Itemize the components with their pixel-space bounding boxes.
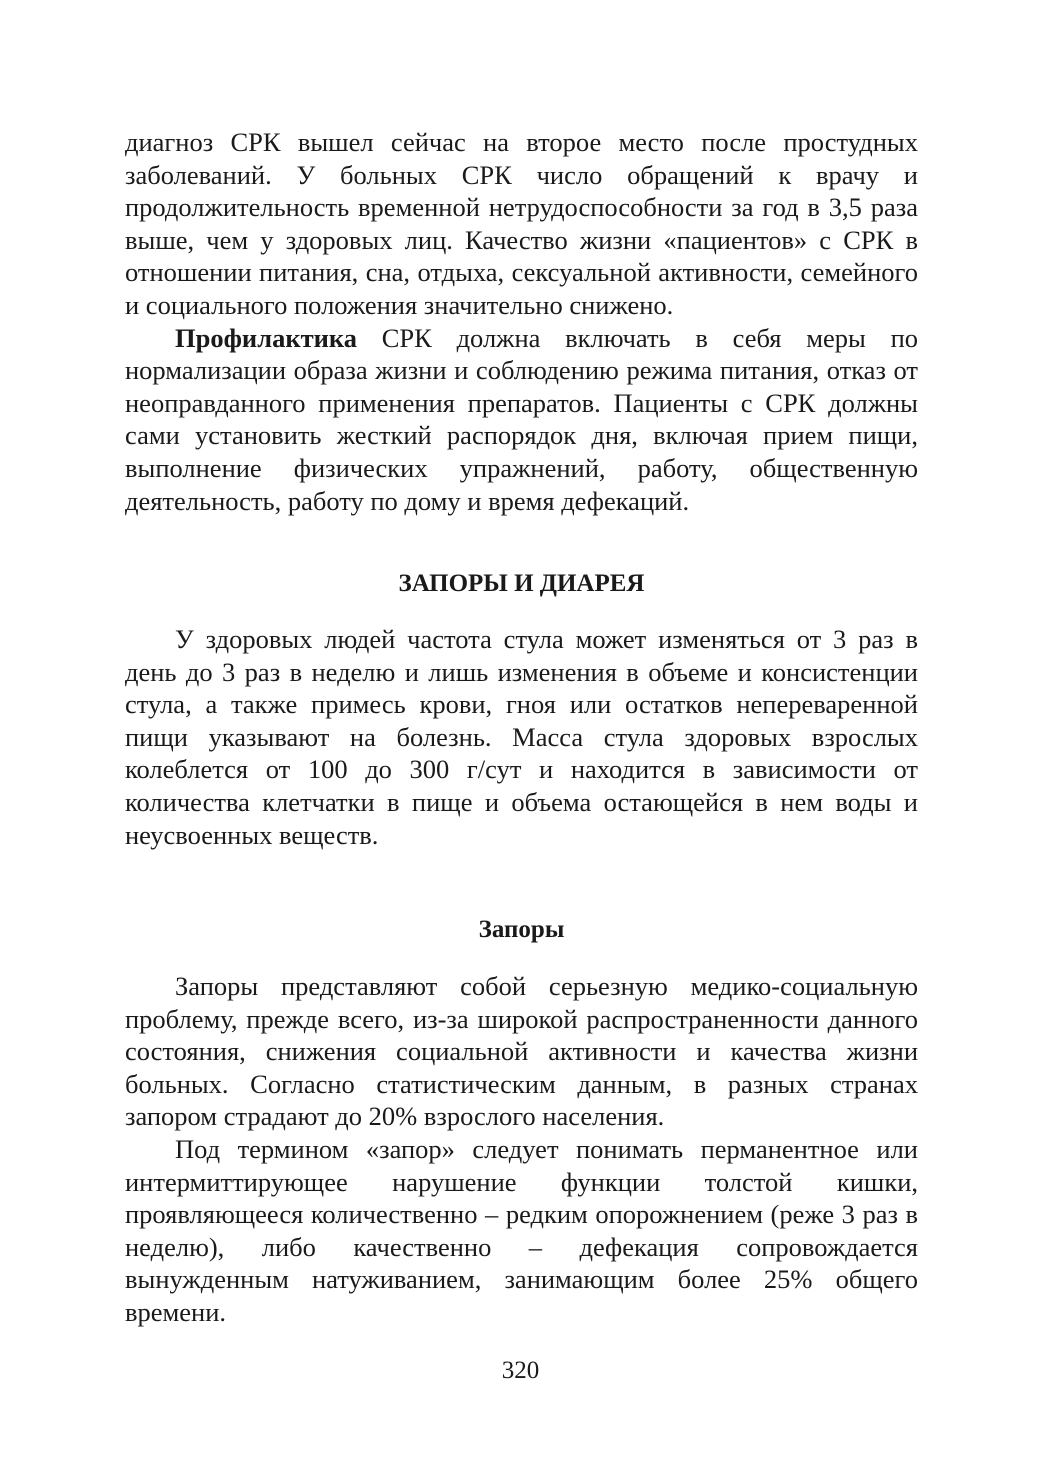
- prevention-paragraph: [125, 322, 918, 518]
- page-number: 320: [501, 1357, 540, 1384]
- intro-paragraph-1: диагноз СРК вышел сейчас на второе место после простудных заболеваний. У больных СРК число обращений к врачу и продолжительность временной нетрудоспособности за год в 3,5 раза выше, чем у здоровых лиц. Качество жизни «пациентов» с СРК в отношении питания, сна, отдыха, сексуальной активности, семейного и социального положения значительно снижено.: [125, 127, 918, 320]
- sub-paragraph-2: Под термином «запор» следует понимать перманентное или интермиттирующее нарушение функции толстой кишки, проявляющееся количественно – редким опорожнением (реже 3 раз в неделю), либо качественно – дефекация сопровождается вынужденным натуживанием, занимающим более 25% общего времени.: [125, 1133, 918, 1327]
- section-heading-constipation-diarrhea: ЗАПОРЫ И ДИАРЕЯ: [398, 570, 645, 597]
- subsection-heading-constipation: Запоры: [478, 916, 565, 943]
- sub-text-block: [125, 970, 918, 1329]
- prevention-term: Профилактика: [175, 322, 357, 353]
- intro-text-block: [125, 126, 918, 517]
- main-text-block: [125, 623, 918, 851]
- prevention-text: СРК должна включать в себя меры по нормализации образа жизни и соблюдению режима питания, отказ от неоправданного применения препаратов. Пациенты с СРК должны сами установить жесткий распорядок дня, включая прием пищи, выполнение физических упражнений, работу, общественную деятельность, работу по дому и время дефекаций.: [125, 322, 918, 516]
- main-paragraph-1: У здоровых людей частота стула может изменяться от 3 раз в день до 3 раз в неделю и лишь изменения в объеме и консистенции стула, а также примесь крови, гноя или остатков непереваренной пищи указывают на болезнь. Масса стула здоровых взрослых колеблется от 100 до 300 г/сут и находится в зависимости от количества клетчатки в пище и объема остающейся в нем воды и неусвоенных веществ.: [125, 624, 918, 850]
- sub-paragraph-1: Запоры представляют собой серьезную медико-социальную проблему, прежде всего, из-за широкой распространенности данного состояния, снижения социальной активности и качества жизни больных. Согласно статистическим данным, в разных странах запором страдают до 20% взрослого населения.: [125, 971, 918, 1132]
